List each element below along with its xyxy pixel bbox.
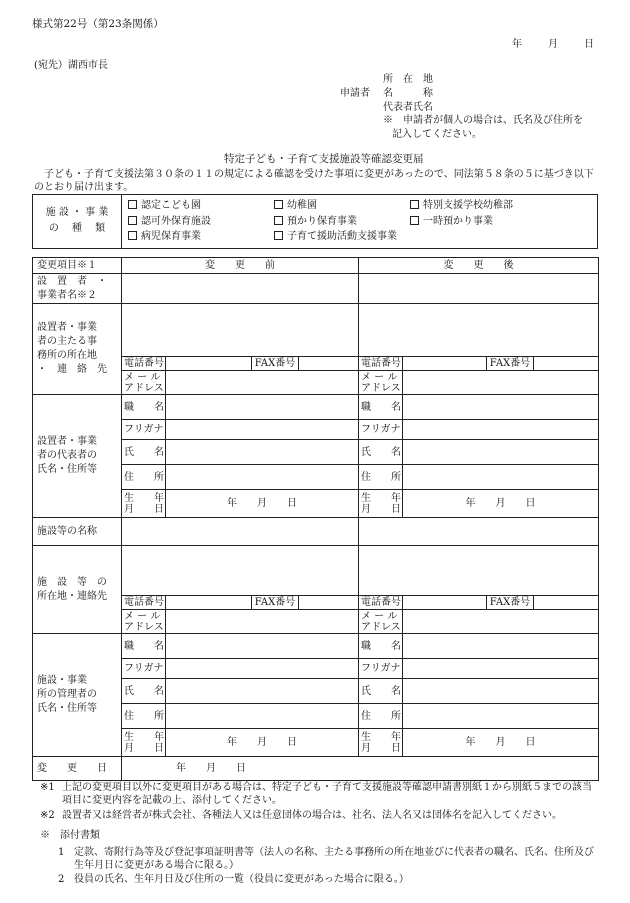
row-facility-loc-label: 施 設 等 の 所在地・連絡先	[33, 546, 122, 634]
facility-before-mail-field[interactable]	[166, 610, 359, 634]
checkbox-icon[interactable]	[274, 231, 283, 240]
birth-label: 生 年 月 日	[359, 490, 403, 518]
rep-before-address-field[interactable]	[166, 465, 359, 490]
option-kindergarten[interactable]: 幼稚園	[274, 199, 410, 212]
applicant-address-label: 所 在 地	[383, 73, 433, 85]
rep-before-furigana-field[interactable]	[166, 420, 359, 440]
birth-label: 生 年 月 日	[122, 729, 166, 757]
office-before-address-field[interactable]	[122, 304, 359, 357]
name-label: 氏 名	[359, 679, 403, 704]
option-special-support-kindergarten[interactable]: 特別支援学校幼稚部	[410, 199, 513, 212]
position-label: 職 名	[359, 395, 403, 420]
option-extended-care[interactable]: 預かり保育事業	[274, 215, 410, 228]
facility-loc-after-field[interactable]	[359, 546, 599, 596]
header-item: 変更項目※１	[33, 258, 122, 274]
establisher-before-field[interactable]	[122, 274, 359, 304]
tel-label: 電話番号	[122, 357, 166, 371]
facility-type-options	[122, 195, 598, 249]
note-1: ※1 上記の変更項目以外に変更項目がある場合は、特定子ども・子育て支援施設等確認申請書別紙１から別紙５までの該当項目に変更内容を記載の上、添付してください。	[40, 782, 592, 806]
applicant-label: 申請者	[340, 87, 370, 99]
notes	[40, 781, 600, 824]
tel-label: 電話番号	[359, 596, 403, 610]
furigana-label: フリガナ	[122, 420, 166, 440]
note-2: ※2 設置者又は経営者が株式会社、各種法人又は任意団体の場合は、社名、法人名又は団体名を記入してください。	[40, 810, 562, 821]
checkbox-icon[interactable]	[128, 216, 137, 225]
row-manager-label: 施設・事業 所の管理者の 氏名・住所等	[33, 634, 122, 757]
option-unlicensed-nursery[interactable]: 認可外保育施設	[128, 215, 274, 228]
rep-after-address-field[interactable]	[403, 465, 599, 490]
establisher-after-field[interactable]	[359, 274, 599, 304]
mgr-after-furigana-field[interactable]	[403, 659, 599, 679]
date-day-label: 日	[584, 39, 594, 50]
mail-label: メ ー ル アドレス	[359, 610, 403, 634]
submission-date	[512, 38, 594, 51]
furigana-label: フリガナ	[359, 659, 403, 679]
rep-after-birth-field[interactable]: 年 月 日	[403, 490, 599, 518]
mail-label: メ ー ル アドレス	[359, 371, 403, 395]
checkbox-icon[interactable]	[274, 216, 283, 225]
facility-type-label	[33, 195, 122, 249]
rep-after-furigana-field[interactable]	[403, 420, 599, 440]
birth-label: 生 年 月 日	[359, 729, 403, 757]
date-year-label: 年	[512, 39, 522, 50]
option-temporary-care[interactable]: 一時預かり事業	[410, 215, 493, 228]
recipient: (宛先）湖西市長	[34, 60, 108, 71]
mgr-after-position-field[interactable]	[403, 634, 599, 659]
facility-after-mail-field[interactable]	[403, 610, 599, 634]
option-certified-kodomoen[interactable]: 認定こども園	[128, 199, 274, 212]
mgr-before-position-field[interactable]	[166, 634, 359, 659]
row-facility-name-label: 施設等の名称	[33, 518, 122, 546]
facility-type-label-2: の 種 類	[48, 223, 106, 235]
fax-label: FAX番号	[252, 357, 299, 371]
mgr-after-name-field[interactable]	[403, 679, 599, 704]
row-rep-label: 設置者・事業 者の代表者の 氏名・住所等	[33, 395, 122, 518]
checkbox-icon[interactable]	[128, 231, 137, 240]
change-date-field[interactable]: 年 月 日	[122, 757, 599, 781]
checkbox-icon[interactable]	[410, 216, 419, 225]
attachments-heading: ※ 添付書類	[40, 830, 100, 841]
facility-before-tel-field[interactable]	[166, 596, 252, 610]
fax-label: FAX番号	[252, 596, 299, 610]
position-label: 職 名	[122, 634, 166, 659]
facility-type-label-1: 施 設 ・ 事 業	[45, 207, 109, 219]
intro-text: 子ども・子育て支援法第３０条の１１の規定による確認を受けた事項に変更があったので、同法第５８条の５に基づき以下のとおり届け出ます。	[34, 169, 594, 193]
applicant-name-label: 名 称	[383, 87, 433, 99]
attachments	[40, 829, 600, 887]
office-after-fax-field[interactable]	[534, 357, 599, 371]
name-label: 氏 名	[359, 440, 403, 465]
name-label: 氏 名	[122, 440, 166, 465]
form-number: 様式第22号（第23条関係）	[32, 18, 164, 30]
applicant-note-2: 記入してください。	[392, 129, 482, 140]
tel-label: 電話番号	[122, 596, 166, 610]
furigana-label: フリガナ	[122, 659, 166, 679]
rep-after-name-field[interactable]	[403, 440, 599, 465]
facility-loc-before-field[interactable]	[122, 546, 359, 596]
tel-label: 電話番号	[359, 357, 403, 371]
office-after-address-field[interactable]	[359, 304, 599, 357]
mgr-before-furigana-field[interactable]	[166, 659, 359, 679]
mgr-after-birth-field[interactable]: 年 月 日	[403, 729, 599, 757]
applicant-block	[340, 72, 583, 142]
option-family-support[interactable]: 子育て援助活動支援事業	[274, 230, 397, 243]
address-label: 住 所	[122, 704, 166, 729]
mgr-before-birth-field[interactable]: 年 月 日	[166, 729, 359, 757]
document-title: 特定子ども・子育て支援施設等確認変更届	[224, 153, 424, 165]
checkbox-icon[interactable]	[274, 200, 283, 209]
position-label: 職 名	[122, 395, 166, 420]
fax-label: FAX番号	[487, 596, 534, 610]
facility-after-tel-field[interactable]	[403, 596, 487, 610]
mgr-before-name-field[interactable]	[166, 679, 359, 704]
office-after-mail-field[interactable]	[403, 371, 599, 395]
furigana-label: フリガナ	[359, 420, 403, 440]
applicant-rep-label: 代表者氏名	[383, 101, 433, 113]
date-month-label: 月	[548, 39, 558, 50]
address-label: 住 所	[359, 465, 403, 490]
header-after: 変 更 後	[359, 258, 599, 274]
facility-before-fax-field[interactable]	[299, 596, 359, 610]
rep-before-position-field[interactable]	[166, 395, 359, 420]
rep-after-position-field[interactable]	[403, 395, 599, 420]
header-before: 変 更 前	[122, 258, 359, 274]
facility-after-fax-field[interactable]	[534, 596, 599, 610]
birth-label: 生 年 月 日	[122, 490, 166, 518]
attachment-2: 2 役員の氏名、生年月日及び住所の一覧（役員に変更があった場合に限る。）	[58, 874, 409, 885]
mail-label: メ ー ル アドレス	[122, 610, 166, 634]
row-office-label: 設置者・事業 者の主たる事 務所の所在地 ・ 連 絡 先	[33, 304, 122, 395]
position-label: 職 名	[359, 634, 403, 659]
address-label: 住 所	[359, 704, 403, 729]
row-change-date-label: 変 更 日	[33, 757, 122, 781]
attachment-1: 1 定款、寄附行為等及び登記事項証明書等（法人の名称、主たる事務所の所在地並びに代表者の職名、氏名、住所及び生年月日に変更がある場合に限る。）	[58, 847, 594, 871]
mgr-after-address-field[interactable]	[403, 704, 599, 729]
mgr-before-address-field[interactable]	[166, 704, 359, 729]
facility-name-before-field[interactable]	[122, 518, 359, 546]
facility-type-table	[32, 194, 598, 249]
name-label: 氏 名	[122, 679, 166, 704]
applicant-note-1: ※ 申請者が個人の場合は、氏名及び住所を	[383, 115, 583, 126]
address-label: 住 所	[122, 465, 166, 490]
office-before-fax-field[interactable]	[299, 357, 359, 371]
facility-name-after-field[interactable]	[359, 518, 599, 546]
rep-before-birth-field[interactable]: 年 月 日	[166, 490, 359, 518]
office-before-tel-field[interactable]	[166, 357, 252, 371]
checkbox-icon[interactable]	[128, 200, 137, 209]
row-establisher-label: 設 置 者 ・ 事業者名※２	[33, 274, 122, 304]
change-table	[32, 257, 599, 781]
office-before-mail-field[interactable]	[166, 371, 359, 395]
mail-label: メ ー ル アドレス	[122, 371, 166, 395]
office-after-tel-field[interactable]	[403, 357, 487, 371]
rep-before-name-field[interactable]	[166, 440, 359, 465]
option-sick-child-care[interactable]: 病児保育事業	[128, 230, 274, 243]
fax-label: FAX番号	[487, 357, 534, 371]
checkbox-icon[interactable]	[410, 200, 419, 209]
